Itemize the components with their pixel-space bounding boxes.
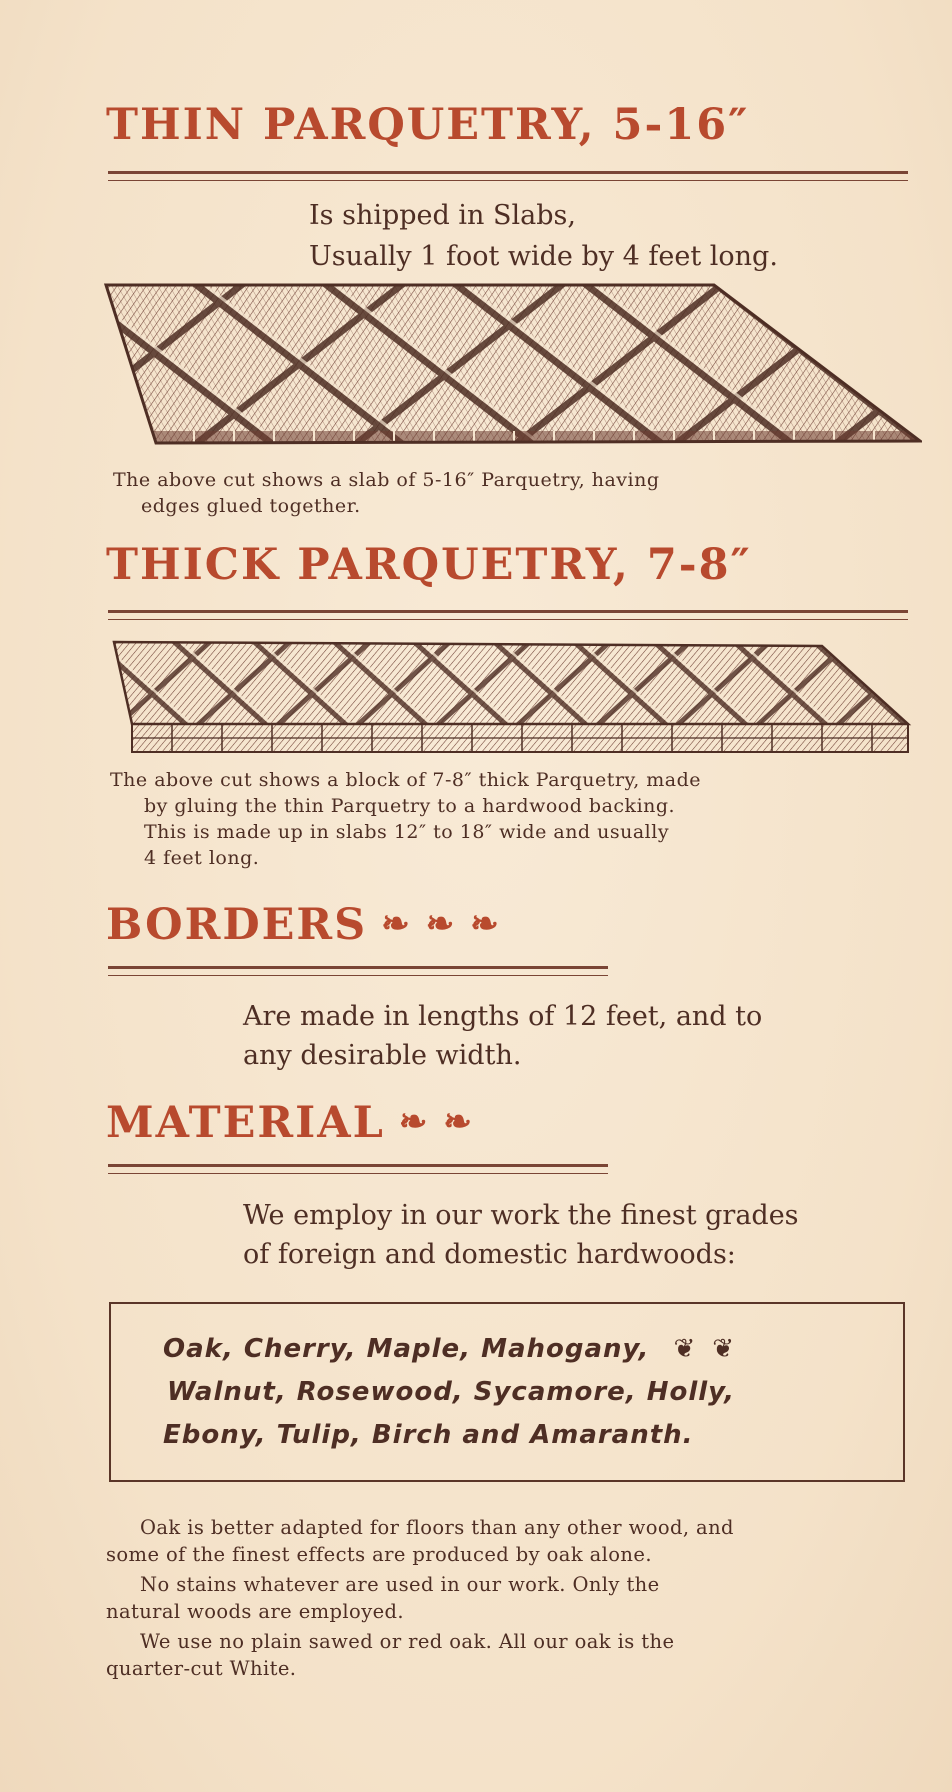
dingbat-icon: ❦	[712, 1334, 736, 1364]
rule-borders-bottom	[108, 975, 608, 976]
material-text-line-2: of foreign and domestic hardwoods:	[243, 1239, 736, 1270]
woods-list-box	[109, 1302, 905, 1482]
fleuron-icon: ❧	[443, 1102, 474, 1142]
heading-borders	[106, 900, 501, 950]
borders-heading-text: BORDERS	[106, 900, 368, 950]
woods-line-3: Ebony, Tulip, Birch and Amaranth.	[163, 1420, 694, 1450]
rule-thick-bottom	[108, 619, 908, 620]
note-stains-line-2: natural woods are employed.	[106, 1600, 405, 1623]
woods-line-2: Walnut, Rosewood, Sycamore, Holly,	[167, 1377, 735, 1407]
thick-caption-line-1: The above cut shows a block of 7-8″ thick Parquetry, made	[110, 769, 702, 791]
thin-parquetry-slab-engraving	[104, 283, 922, 453]
note-oak-type-line-1: We use no plain sawed or red oak. All our oak is the	[140, 1630, 675, 1653]
thick-parquetry-block-engraving	[112, 640, 912, 760]
thick-caption-line-3: This is made up in slabs 12″ to 18″ wide and usually	[144, 821, 670, 843]
thin-caption-line-1: The above cut shows a slab of 5-16″ Parquetry, having	[113, 469, 660, 491]
fleuron-icon: ❧	[398, 1102, 430, 1142]
thin-intro-line-1: Is shipped in Slabs,	[309, 200, 576, 231]
note-oak-line-1: Oak is better adapted for floors than any other wood, and	[140, 1516, 734, 1539]
heading-thin-parquetry: THIN PARQUETRY, 5-16″	[106, 100, 750, 150]
rule-borders-top	[108, 966, 608, 969]
thick-caption-line-4: 4 feet long.	[144, 847, 260, 869]
dingbat-icon: ❦	[673, 1334, 697, 1364]
rule-thick-top	[108, 610, 908, 613]
heading-material	[106, 1098, 474, 1148]
note-oak-line-2: some of the finest effects are produced by oak alone.	[106, 1543, 652, 1566]
borders-text-line-2: any desirable width.	[243, 1040, 522, 1071]
note-oak-type-line-2: quarter-cut White.	[106, 1657, 297, 1680]
rule-thin-bottom	[108, 180, 908, 181]
note-stains-line-1: No stains whatever are used in our work. Only the	[140, 1573, 660, 1596]
woods-line-1-text: Oak, Cherry, Maple, Mahogany,	[163, 1334, 650, 1364]
borders-text-line-1: Are made in lengths of 12 feet, and to	[243, 1001, 763, 1032]
heading-thick-parquetry: THICK PARQUETRY, 7-8″	[106, 540, 752, 590]
material-text-line-1: We employ in our work the finest grades	[243, 1200, 799, 1231]
thin-caption-line-2: edges glued together.	[141, 495, 361, 517]
fleuron-icon: ❧	[425, 904, 457, 944]
thin-intro-line-2: Usually 1 foot wide by 4 feet long.	[309, 241, 778, 272]
thick-caption-line-2: by gluing the thin Parquetry to a hardwood backing.	[144, 795, 676, 817]
fleuron-icon: ❧	[381, 904, 412, 944]
fleuron-icon: ❧	[470, 904, 501, 944]
rule-material-bottom	[108, 1173, 608, 1174]
rule-material-top	[108, 1164, 608, 1167]
rule-thin-top	[108, 171, 908, 174]
material-heading-text: MATERIAL	[106, 1098, 385, 1148]
woods-line-1	[163, 1334, 735, 1364]
